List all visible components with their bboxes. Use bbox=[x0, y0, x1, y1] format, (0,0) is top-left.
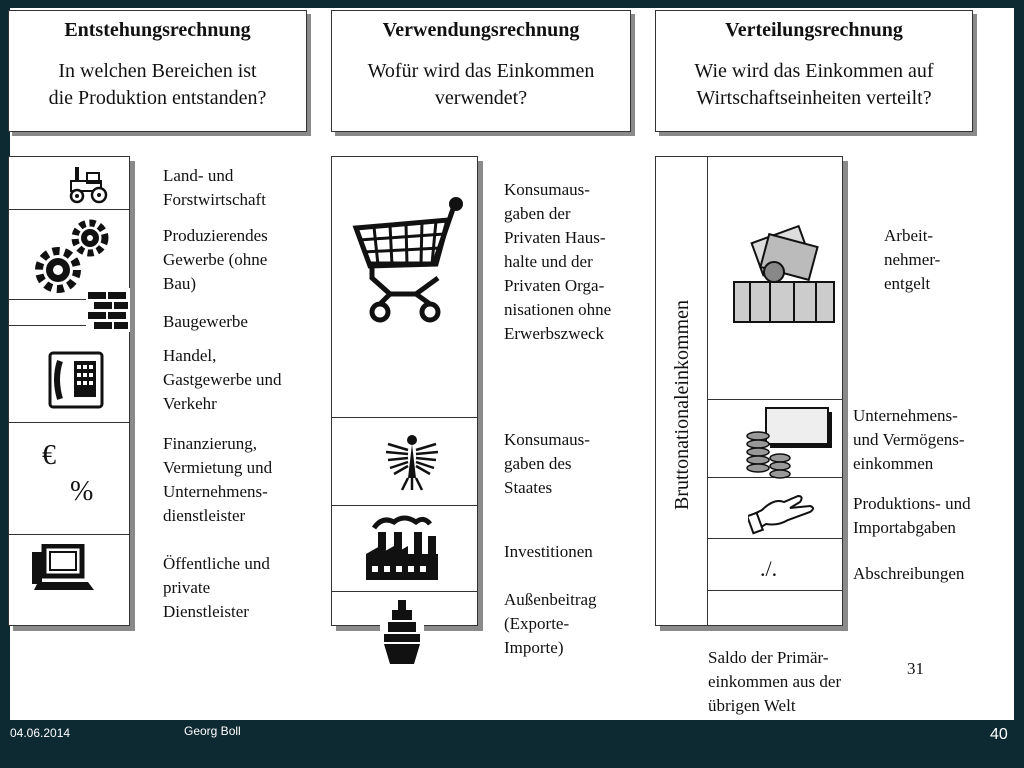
label-handel-gastgewerbe: Handel, Gastgewerbe und Verkehr bbox=[163, 346, 282, 413]
header-title: Verwendungsrechnung bbox=[382, 19, 580, 41]
telephone-icon bbox=[48, 351, 104, 409]
label-aussenbeitrag: Außenbeitrag (Exporte- Importe) bbox=[504, 590, 597, 657]
header-question-line: verwendet? bbox=[434, 87, 528, 109]
header-question-line: die Produktion entstanden? bbox=[48, 87, 267, 109]
vertical-label-bruttonationaleinkommen: Bruttonationaleinkommen bbox=[671, 300, 693, 510]
footer-date: 04.06.2014 bbox=[10, 726, 71, 740]
money-bills-icon bbox=[730, 224, 838, 324]
header-question-line: In welchen Bereichen ist bbox=[58, 60, 257, 82]
federal-eagle-icon bbox=[384, 432, 440, 492]
label-land-forstwirtschaft: Land- und Forstwirtschaft bbox=[163, 166, 266, 209]
label-baugewerbe: Baugewerbe bbox=[163, 312, 248, 331]
footer-author: Georg Boll bbox=[184, 724, 241, 738]
label-produktionsabgaben: Produktions- und Importabgaben bbox=[853, 494, 971, 537]
header-entstehungsrechnung bbox=[8, 10, 307, 132]
label-abschreibungen: Abschreibungen bbox=[853, 564, 965, 583]
coins-bills-icon bbox=[740, 406, 836, 482]
label-saldo-primaereinkommen: Saldo der Primär- einkommen aus der übrigen Welt bbox=[708, 648, 842, 715]
minus-symbol: ./. bbox=[760, 556, 778, 581]
label-investitionen: Investitionen bbox=[504, 542, 593, 561]
shopping-cart-icon bbox=[350, 194, 466, 328]
label-dienstleister: Öffentliche und private Dienstleister bbox=[163, 554, 270, 621]
label-unternehmenseinkommen: Unternehmens- und Vermögens- einkommen bbox=[853, 406, 965, 473]
header-question-line: Wofür wird das Einkommen bbox=[367, 60, 595, 82]
header-title: Verteilungsrechnung bbox=[725, 19, 903, 41]
factory-icon bbox=[364, 514, 440, 582]
label-produzierendes-gewerbe: Produzierendes Gewerbe (ohne Bau) bbox=[163, 226, 268, 293]
label-konsum-staat: Konsumaus- gaben des Staates bbox=[504, 430, 590, 497]
euro-percent-icon bbox=[40, 440, 110, 510]
slide bbox=[10, 8, 1014, 720]
ship-icon bbox=[380, 598, 424, 666]
header-question-line: Wirtschaftseinheiten verteilt? bbox=[696, 87, 932, 109]
percent-symbol: % bbox=[70, 476, 94, 507]
header-title: Entstehungsrechnung bbox=[64, 19, 251, 41]
header-verwendungsrechnung bbox=[331, 10, 631, 132]
giving-hand-icon bbox=[748, 490, 816, 536]
computer-icon bbox=[30, 544, 96, 594]
euro-symbol: € bbox=[42, 440, 56, 471]
header-question-line: Wie wird das Einkommen auf bbox=[694, 60, 934, 82]
label-arbeitnehmerentgelt: Arbeit- nehmer- entgelt bbox=[884, 226, 941, 293]
header-verteilungsrechnung bbox=[655, 10, 973, 132]
label-konsum-private: Konsumaus- gaben der Privaten Haus- halte und der Privaten Orga- nisationen ohne Erwerbszweck bbox=[504, 180, 612, 343]
brick-wall-icon bbox=[86, 288, 130, 332]
tractor-icon bbox=[65, 163, 111, 205]
reference-number: 31 bbox=[907, 659, 924, 678]
footer-page-number: 40 bbox=[990, 726, 1008, 743]
label-finanzierung: Finanzierung, Vermietung und Unternehmens- dienstleister bbox=[163, 434, 273, 525]
